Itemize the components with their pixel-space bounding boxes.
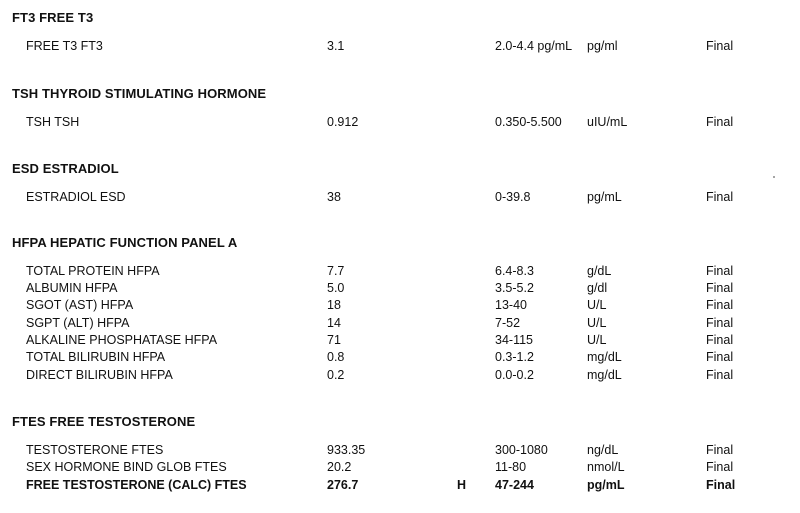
reference-range: 13-40 (495, 298, 527, 312)
test-name: SEX HORMONE BIND GLOB FTES (26, 460, 227, 474)
test-name: FREE TESTOSTERONE (CALC) FTES (26, 478, 247, 492)
test-status: Final (706, 264, 734, 278)
test-name: TSH TSH (26, 115, 80, 129)
test-value: 276.7 (327, 478, 359, 492)
test-value: 20.2 (327, 460, 352, 474)
test-status: Final (706, 39, 734, 53)
test-name: ALKALINE PHOSPHATASE HFPA (26, 333, 218, 347)
test-unit: g/dL (587, 264, 612, 278)
reference-range: 7-52 (495, 316, 521, 330)
test-status: Final (706, 316, 734, 330)
test-status: Final (706, 298, 734, 312)
result-row (0, 443, 800, 459)
result-row-abnormal (0, 478, 800, 494)
test-unit: U/L (587, 298, 607, 312)
test-name: SGOT (AST) HFPA (26, 298, 134, 312)
result-row (0, 333, 800, 349)
scan-speck (773, 176, 775, 178)
high-flag: H (457, 478, 467, 492)
result-row (0, 368, 800, 384)
test-status: Final (706, 478, 736, 492)
test-unit: mg/dL (587, 350, 622, 364)
test-name: TOTAL BILIRUBIN HFPA (26, 350, 166, 364)
test-status: Final (706, 115, 734, 129)
test-status: Final (706, 443, 734, 457)
test-status: Final (706, 190, 734, 204)
test-status: Final (706, 350, 734, 364)
reference-range: 47-244 (495, 478, 534, 492)
test-name: FREE T3 FT3 (26, 39, 103, 53)
test-status: Final (706, 281, 734, 295)
test-value: 5.0 (327, 281, 345, 295)
section-heading: FTES FREE TESTOSTERONE (12, 414, 196, 429)
test-status: Final (706, 368, 734, 382)
section-heading: FT3 FREE T3 (12, 10, 94, 25)
test-unit: U/L (587, 333, 607, 347)
test-unit: pg/mL (587, 478, 625, 492)
reference-range: 34-115 (495, 333, 533, 347)
result-row (0, 350, 800, 366)
test-value: 933.35 (327, 443, 366, 457)
result-row (0, 316, 800, 332)
result-row (0, 39, 800, 55)
test-unit: pg/mL (587, 190, 622, 204)
test-unit: ng/dL (587, 443, 619, 457)
test-value: 38 (327, 190, 341, 204)
section-heading: TSH THYROID STIMULATING HORMONE (12, 86, 267, 101)
test-unit: pg/ml (587, 39, 618, 53)
test-name: ALBUMIN HFPA (26, 281, 118, 295)
test-unit: uIU/mL (587, 115, 628, 129)
test-value: 3.1 (327, 39, 345, 53)
result-row (0, 298, 800, 314)
test-value: 0.2 (327, 368, 345, 382)
reference-range: 3.5-5.2 (495, 281, 534, 295)
result-row (0, 115, 800, 131)
test-unit: U/L (587, 316, 607, 330)
test-status: Final (706, 333, 734, 347)
reference-range: 0.3-1.2 (495, 350, 534, 364)
reference-range: 300-1080 (495, 443, 548, 457)
section-heading: HFPA HEPATIC FUNCTION PANEL A (12, 235, 238, 250)
test-value: 0.912 (327, 115, 359, 129)
test-name: ESTRADIOL ESD (26, 190, 126, 204)
result-row (0, 281, 800, 297)
test-value: 71 (327, 333, 341, 347)
test-name: SGPT (ALT) HFPA (26, 316, 130, 330)
reference-range: 2.0-4.4 pg/mL (495, 39, 573, 53)
test-unit: g/dl (587, 281, 608, 295)
test-name: TESTOSTERONE FTES (26, 443, 164, 457)
test-unit: mg/dL (587, 368, 622, 382)
reference-range: 0-39.8 (495, 190, 531, 204)
reference-range: 0.350-5.500 (495, 115, 562, 129)
reference-range: 11-80 (495, 460, 527, 474)
result-row (0, 264, 800, 280)
test-unit: nmol/L (587, 460, 625, 474)
test-value: 18 (327, 298, 341, 312)
test-name: DIRECT BILIRUBIN HFPA (26, 368, 173, 382)
test-name: TOTAL PROTEIN HFPA (26, 264, 160, 278)
section-heading: ESD ESTRADIOL (12, 161, 119, 176)
result-row (0, 460, 800, 476)
test-value: 14 (327, 316, 341, 330)
reference-range: 6.4-8.3 (495, 264, 534, 278)
test-value: 7.7 (327, 264, 345, 278)
test-status: Final (706, 460, 734, 474)
result-row (0, 190, 800, 206)
test-value: 0.8 (327, 350, 345, 364)
reference-range: 0.0-0.2 (495, 368, 534, 382)
